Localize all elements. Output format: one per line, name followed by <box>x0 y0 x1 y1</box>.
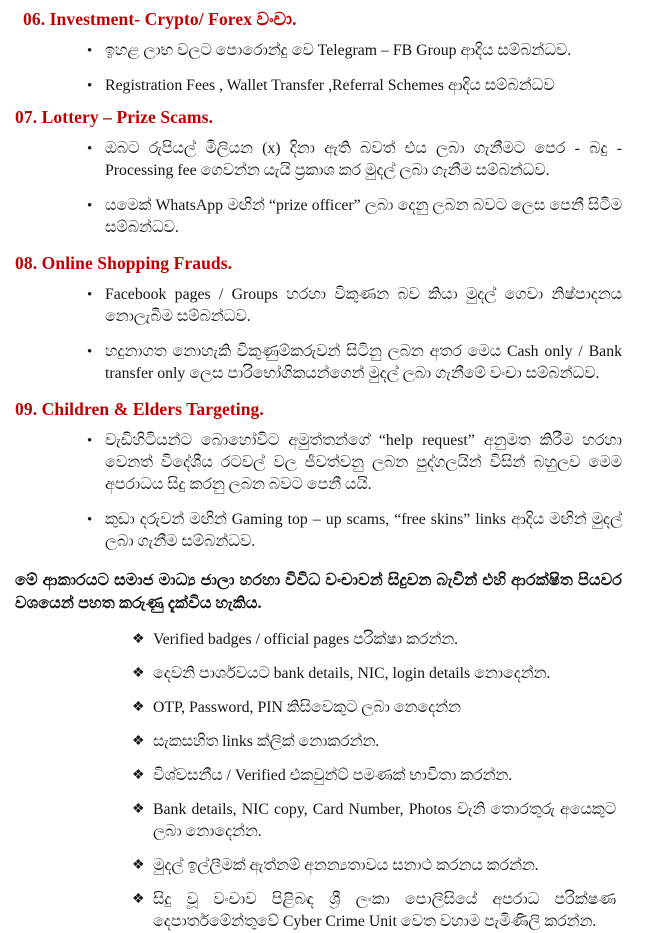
bullet-icon: • <box>87 287 93 303</box>
diamond-bullet-icon: ❖ <box>132 700 145 715</box>
list-item-text: ඉහළ ලාභ වලට පොරොන්දු වෙ Telegram – FB Group ආදිය සම්බන්ධව. <box>105 42 572 59</box>
tip-text: මුදල් ඉල්ලීමක් ඇත්නම් අනන්‍යතාවය සනාථ කරනය කරන්න. <box>153 857 539 874</box>
bullet-list <box>15 40 622 97</box>
list-item <box>87 195 622 239</box>
bullet-list <box>15 430 622 553</box>
diamond-bullet-icon: ❖ <box>132 666 145 681</box>
bullet-icon: • <box>87 78 93 94</box>
diamond-bullet-icon: ❖ <box>132 768 145 783</box>
tip-item <box>132 889 616 933</box>
section-heading-lottery: 07. Lottery – Prize Scams. <box>15 107 213 127</box>
list-item-text: යමෙක් WhatsApp මඟින් “prize officer” ලබා දෙනු ලබන බවට ලෙස පෙනී සිටීම සම්බන්ධව. <box>105 197 622 236</box>
section-children-elders <box>15 398 622 553</box>
list-item <box>87 138 622 182</box>
diamond-bullet-icon: ❖ <box>132 802 145 817</box>
bullet-icon: • <box>87 43 93 59</box>
tip-text: දෙවනි පාර්ශවයට bank details, NIC, login details නොදෙන්න. <box>153 665 551 682</box>
tip-item <box>132 697 616 719</box>
section-heading-children-elders: 09. Children & Elders Targeting. <box>15 399 264 419</box>
bullet-icon: • <box>87 512 93 528</box>
diamond-bullet-icon: ❖ <box>132 858 145 873</box>
tip-text: විශ්වසනීය / Verified එකවුන්ට් පමණක් භාවිතා කරන්න. <box>153 767 513 784</box>
bullet-list <box>15 138 622 239</box>
list-item <box>87 284 622 328</box>
bullet-icon: • <box>87 198 93 214</box>
tip-item <box>132 629 616 651</box>
tip-item <box>132 765 616 787</box>
list-item-text: වැඩිහිටියන්ට බොහෝවිට අමුත්තන්ගේ “help request” අනුමත කිරීම හරහා වෙනත් විදේශීය රටවල් වල ජීවත්වනු ලබන පුද්ගලයින් විසින් බහුලව මෙම අපරාධය සිදු කරනු ලබන බවට පෙනී යයි. <box>105 432 622 493</box>
section-lottery <box>15 106 622 239</box>
bullet-icon: • <box>87 141 93 157</box>
tip-item <box>132 731 616 753</box>
tip-text: Verified badges / official pages පරික්ෂා කරන්න. <box>153 631 459 648</box>
section-investment <box>15 8 622 97</box>
tip-item <box>132 663 616 685</box>
list-item <box>87 75 622 97</box>
section-heading-shopping: 08. Online Shopping Frauds. <box>15 253 233 273</box>
summary-paragraph: මේ ආකාරයට සමාජ මාධ්‍ය ජාලා හරහා විවිධ වංචාවන් සිදුවන බැවින් එහි ආරක්ෂිත පියවර වශයෙන් පහත කරුණු දැක්විය හැකිය. <box>15 571 622 612</box>
bullet-list <box>15 284 622 385</box>
bullet-icon: • <box>87 344 93 360</box>
tip-text: Bank details, NIC copy, Card Number, Photos වැනි තොරතුරු අයෙකුට ලබා නොදෙන්න. <box>153 801 616 840</box>
tip-item <box>132 799 616 843</box>
list-item <box>87 509 622 553</box>
list-item-text: Facebook pages / Groups හරහා විකුණන බව කියා මුදල් ගෙවා නිෂ්පාදනය නොලැබීම සම්බන්ධව. <box>105 286 622 325</box>
diamond-bullet-icon: ❖ <box>132 632 145 647</box>
list-item <box>87 430 622 496</box>
list-item-text: හදුනාගත නොහැකි විකුණුම්කරුවන් සිටිනු ලබන අතර මෙය Cash only / Bank transfer only ලෙස පාරිභෝගිකයන්ගෙන් මුදල් ලබා ගැනීමේ වංචා සම්බන්ධව. <box>105 343 622 382</box>
diamond-bullet-icon: ❖ <box>132 734 145 749</box>
diamond-bullet-icon: ❖ <box>132 892 145 907</box>
bullet-icon: • <box>87 433 93 449</box>
section-heading-investment: 06. Investment- Crypto/ Forex වංචා. <box>23 9 297 29</box>
tip-item <box>132 855 616 877</box>
list-item-text: ඔබට රුපියල් මිලියන (x) දිනා ඇති බවත් එය ලබා ගැනීමට පෙර - බදු - Processing fee ගෙවන්න යැයි ප්‍රකාශ කර මුදල් ලබා ගැනීම සම්බන්ධව. <box>105 140 622 179</box>
tip-text: OTP, Password, PIN කිසිවෙකුට ලබා නෙදෙන්න <box>153 699 461 716</box>
list-item-text: Registration Fees , Wallet Transfer ,Referral Schemes ආදිය සම්බන්ධව <box>105 77 555 94</box>
list-item <box>87 341 622 385</box>
list-item-text: කුඩා දරුවන් මඟින් Gaming top – up scams, “free skins” links ආදිය මඟින් මුදල් ලබා ගැනීම සම්බන්ධව. <box>105 511 622 550</box>
list-item <box>87 40 622 62</box>
tip-text: සිදු වූ වංචාව පිළිබඳ ශ්‍රී ලංකා පොලිසියේ අපරාධ පරික්ෂණ දෙපාර්තමේන්තුවේ Cyber Crime Unit වෙත වහාම පැමිණිලි කරන්න. <box>153 891 616 930</box>
section-shopping <box>15 252 622 385</box>
tip-text: සැකසහිත links ක්ලික් නොකරන්න. <box>153 733 380 750</box>
safety-tips-list <box>15 629 622 933</box>
